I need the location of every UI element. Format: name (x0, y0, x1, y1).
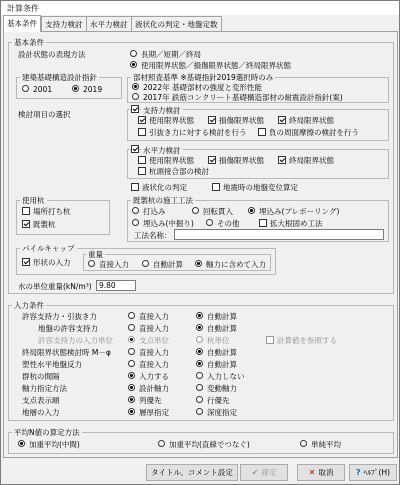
row-7-opt-a: 列優先 (139, 396, 162, 405)
horizontal-damage-label: 損傷限界状態 (219, 156, 264, 165)
material-label: 部材照査基準 ※基礎指針2019選択時のみ (133, 73, 274, 82)
row-8-opt-b: 深度指定 (207, 408, 237, 417)
cap-weight-opt-direct: 直接入力 (99, 260, 129, 269)
n-value-opt3: 単純平均 (311, 440, 341, 449)
row-4-radio-b[interactable] (196, 360, 203, 367)
row-label-5: 群杭の間隔 (22, 372, 60, 381)
method-opt-rotary: 回転貫入 (203, 207, 233, 216)
row-4-radio-a[interactable] (128, 360, 135, 367)
row-7-radio-b[interactable] (196, 396, 203, 403)
material-opt1: 2022年 基礎部材の強度と変形性能 (143, 83, 262, 92)
guideline-radio-2019[interactable] (72, 85, 79, 92)
row-5-radio-b[interactable] (196, 372, 203, 379)
tab-liquefaction[interactable]: 液状化の判定・地盤定数 (131, 16, 222, 31)
row-0-radio-a[interactable] (128, 312, 135, 319)
row-1-radio-b[interactable] (196, 324, 203, 331)
pile-use-label: 使用杭 (22, 196, 45, 205)
cancel-label: 取消 (318, 468, 334, 477)
method-opt-bury-pre: 埋込み(プレボーリング) (259, 207, 340, 216)
row-7-radio-a[interactable] (128, 396, 135, 403)
confirm-button[interactable] (240, 464, 288, 481)
tab-horizontal[interactable]: 水平力検討 (86, 16, 132, 31)
method-label: 既製杭の施工工法 (133, 196, 193, 205)
support-damage-check[interactable] (208, 116, 216, 124)
cap-weight-opt-auto: 自動計算 (153, 260, 183, 269)
method-radio-other[interactable] (206, 219, 213, 226)
expand-label: 拡大根固め工法 (270, 219, 323, 228)
cast-pile-check[interactable] (22, 207, 30, 215)
cap-weight-label: 重量 (88, 250, 103, 259)
method-opt-drive: 打込み (143, 207, 166, 216)
n-value-opt1: 加重平均(中間) (29, 440, 80, 449)
check-items-label: 検討項目の選択 (18, 110, 71, 119)
support-label: 支持力検討 (143, 106, 181, 115)
cast-pile-label: 場所打ち杭 (33, 207, 71, 216)
row-1-radio-a[interactable] (128, 324, 135, 331)
cap-weight-radio-auto[interactable] (142, 260, 149, 267)
cancel-button[interactable] (297, 464, 345, 481)
row-5-opt-a: 入力する (139, 372, 169, 381)
confirm-label: 確定 (261, 468, 277, 477)
row-0-opt-b: 自動計算 (207, 312, 237, 321)
row-6-radio-a[interactable] (128, 384, 135, 391)
guideline-label: 建築基礎構造設計指針 (22, 73, 97, 82)
horizontal-joint-label: 杭頭接合部の検討 (149, 167, 209, 176)
support-pullout-check[interactable] (138, 128, 146, 136)
title-comment-button[interactable] (146, 464, 238, 481)
method-radio-rotary[interactable] (192, 207, 199, 214)
support-friction-check[interactable] (258, 128, 266, 136)
horizontal-ultimate-check[interactable] (278, 156, 286, 164)
limit-state-opt2: 使用限界状態／損傷限界状態／終局限界状態 (141, 61, 291, 70)
horizontal-label: 水平力検討 (143, 146, 181, 155)
help-label: ﾍﾙﾌﾟ(H) (363, 468, 391, 477)
material-radio-2022[interactable] (132, 83, 139, 90)
title-comment-label: タイトル、コメント設定 (151, 468, 233, 477)
row-0-radio-b[interactable] (196, 312, 203, 319)
pile-cap-label: パイルキャップ (22, 244, 75, 253)
row-6-opt-b: 変動軸力 (207, 384, 237, 393)
support-ultimate-check[interactable] (278, 116, 286, 124)
row-label-1: 地盤の許容支持力 (38, 324, 98, 333)
row-6-radio-b[interactable] (196, 384, 203, 391)
cap-weight-radio-direct[interactable] (88, 260, 95, 267)
material-opt2: 2017年 鉄筋コンクリート基礎構造部材の耐震設計指針(案) (143, 93, 343, 102)
row-4-opt-b: 自動計算 (207, 360, 237, 369)
row-2-opt-b: 杭単位 (207, 336, 230, 345)
help-icon: ? (355, 467, 361, 477)
material-radio-2017[interactable] (132, 93, 139, 100)
ground-calc-check[interactable] (212, 183, 220, 191)
horizontal-damage-check[interactable] (208, 156, 216, 164)
row-2-radio-a[interactable] (128, 336, 135, 343)
liquefaction-label: 液状化の判定 (142, 183, 187, 192)
row-label-7: 支点表示順 (22, 396, 60, 405)
support-use-label: 使用限界状態 (149, 116, 194, 125)
support-damage-label: 損傷限界状態 (219, 116, 264, 125)
support-use-check[interactable] (138, 116, 146, 124)
row-8-radio-b[interactable] (196, 408, 203, 415)
row-3-opt-a: 直接入力 (139, 348, 169, 357)
support-check[interactable] (131, 105, 139, 113)
cap-weight-opt-include: 軸力に含めて入力 (206, 260, 266, 269)
row-8-radio-a[interactable] (128, 408, 135, 415)
row-label-2: 許容支持力の入力単位 (38, 336, 113, 345)
horizontal-ultimate-label: 終局限界状態 (289, 156, 334, 165)
liquefaction-check[interactable] (131, 183, 139, 191)
row-6-opt-a: 設計軸力 (139, 384, 169, 393)
method-name-input[interactable] (174, 229, 384, 240)
row-label-0: 許容支持力・引抜き力 (22, 312, 97, 321)
row-label-6: 軸力指定方法 (22, 384, 67, 393)
cap-shape-check[interactable] (22, 258, 30, 266)
support-pullout-label: 引抜き力に対する検討を行う (149, 128, 247, 137)
horizontal-use-label: 使用限界状態 (149, 156, 194, 165)
row-3-radio-b[interactable] (196, 348, 203, 355)
row-label-4: 塑性水平地盤反力 (22, 360, 82, 369)
method-radio-drive[interactable] (132, 207, 139, 214)
cap-weight-radio-include[interactable] (195, 260, 202, 267)
row-7-opt-b: 行優先 (207, 396, 230, 405)
n-value-radio-3[interactable] (300, 440, 307, 447)
guideline-opt1: 2001 (33, 85, 53, 94)
row-3-opt-b: 自動計算 (207, 348, 237, 357)
water-weight-label: 水の単位重量(kN/m³) (18, 282, 92, 291)
ref-calc-check[interactable] (266, 336, 274, 344)
limit-state-radio-2[interactable] (130, 61, 137, 68)
support-friction-label: 負の周面摩擦の検討を行う (269, 128, 359, 137)
tab-panel (3, 31, 398, 458)
row-1-opt-b: 自動計算 (207, 324, 237, 333)
row-2-opt-a: 支点単位 (139, 336, 169, 345)
tab-basic[interactable]: 基本条件 (3, 15, 41, 32)
row-3-radio-a[interactable] (128, 348, 135, 355)
method-name-label: 工法名称： (134, 231, 172, 240)
ref-calc-label: 計算値を参照する (277, 336, 337, 345)
method-opt-other: その他 (217, 219, 240, 228)
n-value-opt2: 加重平均(直線でつなぐ) (169, 440, 250, 449)
window-title: 計算条件 (7, 4, 39, 13)
expand-check[interactable] (259, 219, 267, 227)
guideline-opt2: 2019 (83, 85, 103, 94)
method-opt-bury-mid: 埋込み(中掘り) (143, 219, 194, 228)
close-icon: ✕ (308, 467, 316, 477)
row-5-opt-b: 入力しない (207, 372, 245, 381)
row-label-3: 終局限界状態検討時 M－φ (22, 348, 111, 357)
limit-state-label: 設計状態の表現方法 (18, 50, 86, 59)
cap-shape-label: 形状の入力 (33, 258, 71, 267)
n-value-radio-2[interactable] (158, 440, 165, 447)
row-label-8: 地層の入力 (22, 408, 60, 417)
row-8-opt-a: 層厚指定 (139, 408, 169, 417)
guideline-radio-2001[interactable] (22, 85, 29, 92)
help-button[interactable] (349, 464, 397, 481)
precast-pile-label: 既製杭 (33, 220, 56, 229)
row-5-radio-a[interactable] (128, 372, 135, 379)
precast-pile-check[interactable] (22, 220, 30, 228)
ground-calc-label: 地震時の地盤変位算定 (223, 183, 298, 192)
title-bar (1, 1, 399, 15)
row-0-opt-a: 直接入力 (139, 312, 169, 321)
method-radio-bury-pre[interactable] (248, 207, 255, 214)
basic-group-label: 基本条件 (14, 38, 44, 47)
method-radio-bury-mid[interactable] (132, 219, 139, 226)
row-2-radio-b[interactable] (196, 336, 203, 343)
limit-state-radio-1[interactable] (130, 50, 137, 57)
limit-state-opt1: 長期／短期／終局 (141, 50, 201, 59)
n-value-radio-1[interactable] (18, 440, 25, 447)
input-cond-label: 入力条件 (14, 301, 44, 310)
row-4-opt-a: 直接入力 (139, 360, 169, 369)
check-icon: ✔ (251, 467, 259, 477)
n-value-label: 平均N値の算定方法 (14, 428, 80, 437)
water-weight-input[interactable]: 9.80 (96, 280, 136, 291)
horizontal-use-check[interactable] (138, 156, 146, 164)
tab-support[interactable]: 支持力検討 (41, 16, 87, 31)
support-ultimate-label: 終局限界状態 (289, 116, 334, 125)
row-1-opt-a: 直接入力 (139, 324, 169, 333)
horizontal-check[interactable] (131, 145, 139, 153)
horizontal-joint-check[interactable] (138, 167, 146, 175)
